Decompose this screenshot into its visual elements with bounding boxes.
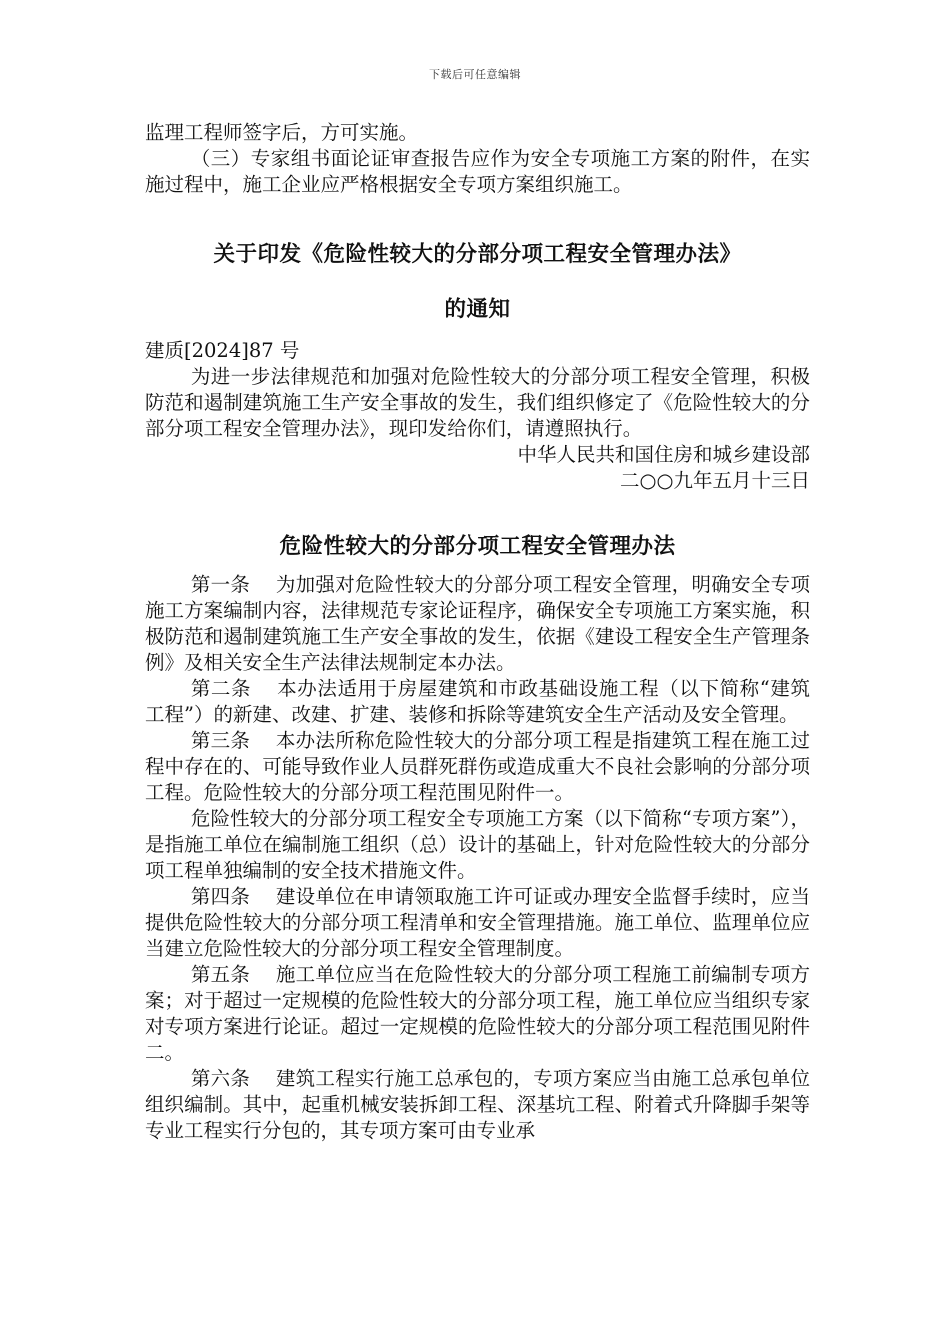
measures-title: 危险性较大的分部分项工程安全管理办法 bbox=[279, 534, 676, 559]
article-2 bbox=[145, 676, 810, 728]
article-1 bbox=[145, 572, 810, 676]
notice-date: 二○○九年五月十三日 bbox=[619, 469, 810, 492]
document-body bbox=[145, 120, 810, 1144]
article-label: 第三条 bbox=[190, 729, 251, 752]
intro-line: 监理工程师签字后，方可实施。 bbox=[145, 121, 419, 144]
article-text: 施工单位应当在危险性较大的分部分项工程施工前编制专项方案；对于超过一定规模的危险性较大的分部分项工程，施工单位应当组织专家对专项方案进行论证。超过一定规模的危险性较大的分部分项工程范围见附件二。 bbox=[145, 963, 810, 1064]
article-label: 第二条 bbox=[190, 677, 252, 700]
article-label: 第五条 bbox=[190, 963, 251, 986]
article-3 bbox=[145, 728, 810, 806]
article-label: 第六条 bbox=[190, 1067, 251, 1090]
article-text: 为加强对危险性较大的分部分项工程安全管理，明确安全专项施工方案编制内容，法律规范专家论证程序，确保安全专项施工方案实施，积极防范和遏制建筑施工生产安全事故的发生，依据《建设工程安全生产管理条例》及相关安全生产法律法规制定本办法。 bbox=[145, 573, 810, 674]
notice-doc-number: 建质[2024]87 号 bbox=[145, 339, 300, 362]
article-label: 第四条 bbox=[190, 885, 251, 908]
article-text: 本办法适用于房屋建筑和市政基础设施工程（以下简称“建筑工程”）的新建、改建、扩建、装修和拆除等建筑安全生产活动及安全管理。 bbox=[145, 677, 810, 726]
article-text: 建筑工程实行施工总承包的，专项方案应当由施工总承包单位组织编制。其中，起重机械安装拆卸工程、深基坑工程、附着式升降脚手架等专业工程实行分包的，其专项方案可由专业承 bbox=[145, 1067, 810, 1142]
intro-paragraph-3: （三）专家组书面论证审查报告应作为安全专项施工方案的附件，在实施过程中，施工企业应严格根据安全专项方案组织施工。 bbox=[145, 147, 810, 196]
notice-title-line-1: 关于印发《危险性较大的分部分项工程安全管理办法》 bbox=[213, 242, 742, 267]
notice-title-line-2: 的通知 bbox=[444, 297, 511, 322]
page-header-note: 下载后可任意编辑 bbox=[429, 68, 521, 81]
article-label: 第一条 bbox=[190, 573, 251, 596]
article-4 bbox=[145, 884, 810, 962]
article-text: 本办法所称危险性较大的分部分项工程是指建筑工程在施工过程中存在的、可能导致作业人员群死群伤或造成重大不良社会影响的分部分项工程。危险性较大的分部分项工程范围见附件一。 bbox=[145, 729, 810, 804]
notice-issuer: 中华人民共和国住房和城乡建设部 bbox=[517, 443, 810, 466]
article-text: 建设单位在申请领取施工许可证或办理安全监督手续时，应当提供危险性较大的分部分项工程清单和安全管理措施。施工单位、监理单位应当建立危险性较大的分部分项工程安全管理制度。 bbox=[145, 885, 810, 960]
scheme-definition-paragraph: 危险性较大的分部分项工程安全专项施工方案（以下简称“专项方案”），是指施工单位在编制施工组织（总）设计的基础上，针对危险性较大的分部分项工程单独编制的安全技术措施文件。 bbox=[145, 807, 810, 882]
article-6 bbox=[145, 1066, 810, 1144]
notice-body: 为进一步法律规范和加强对危险性较大的分部分项工程安全管理，积极防范和遏制建筑施工生产安全事故的发生，我们组织修定了《危险性较大的分部分项工程安全管理办法》，现印发给你们，请遵照执行。 bbox=[145, 365, 810, 440]
article-5 bbox=[145, 962, 810, 1066]
